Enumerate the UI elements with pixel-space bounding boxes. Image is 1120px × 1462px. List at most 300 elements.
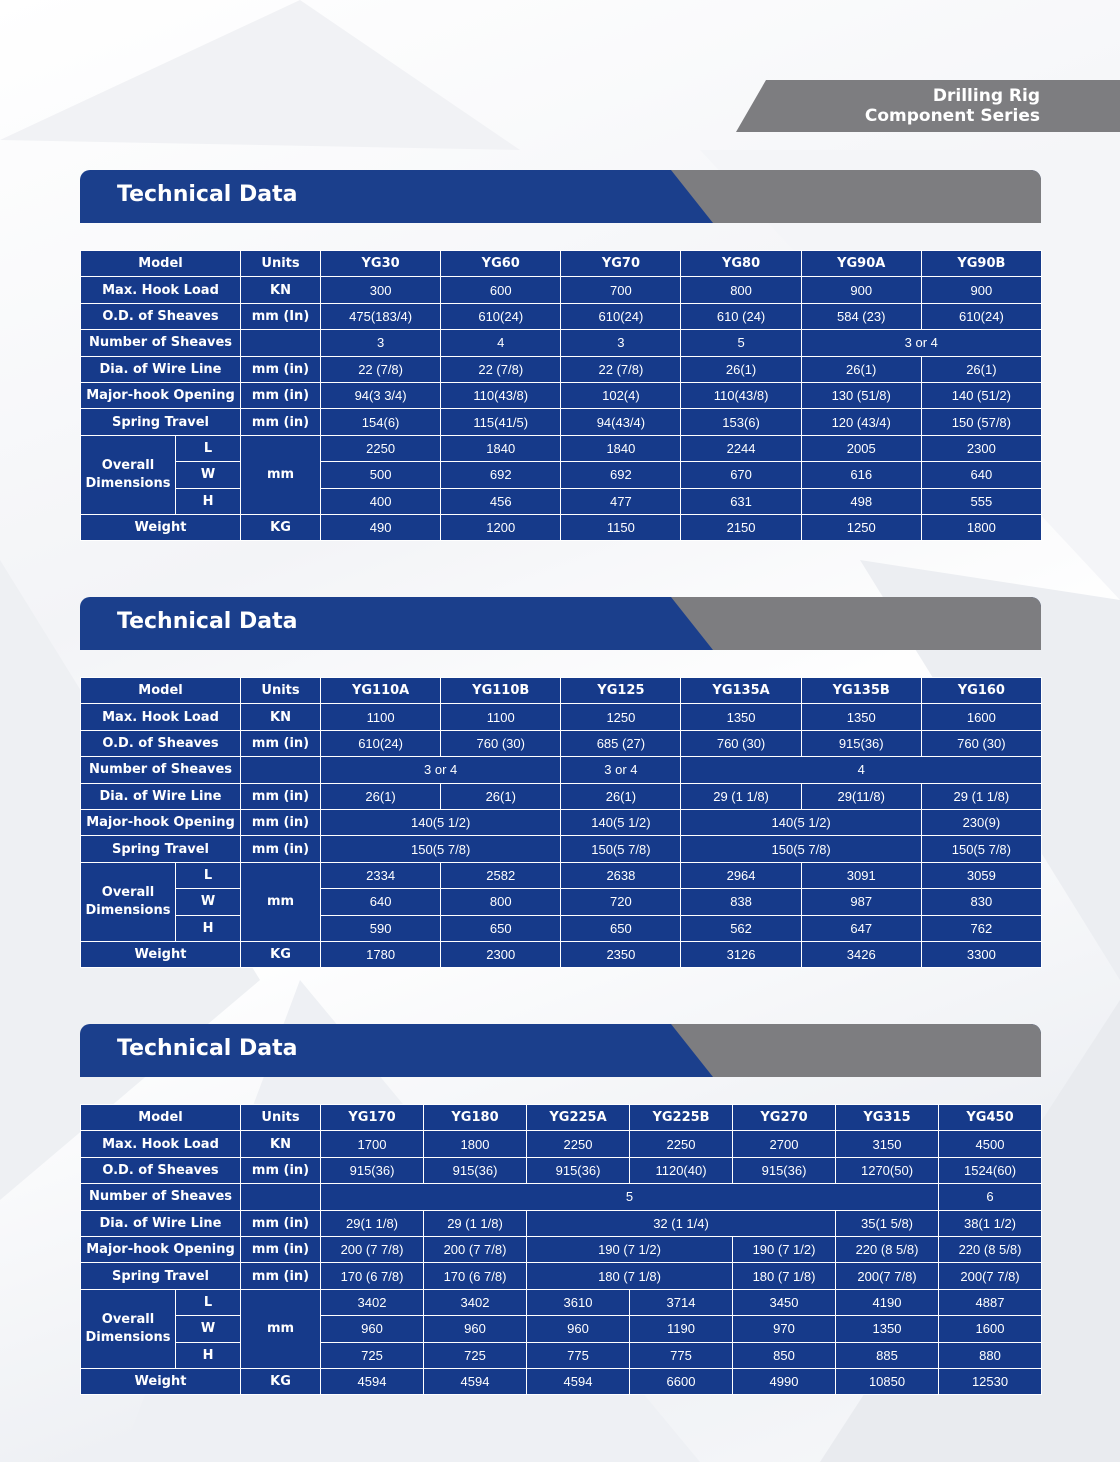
model-name: YG180	[424, 1105, 527, 1131]
dimension-w-cell: 692	[441, 462, 561, 488]
dia-wire-line-label: Dia. of Wire Line	[81, 1210, 241, 1236]
dimension-h-cell: 650	[561, 915, 681, 941]
max-hook-load-row	[81, 1131, 1042, 1157]
dimension-w-cell: 500	[321, 462, 441, 488]
max-hook-load-cell: 900	[921, 277, 1041, 303]
banner-grey-tab	[671, 597, 1041, 650]
dimension-w-cell: 720	[561, 889, 681, 915]
model-name: YG110B	[441, 678, 561, 704]
model-name: YG135B	[801, 678, 921, 704]
od-sheaves-cell: 760 (30)	[681, 730, 801, 756]
banner-grey-tab	[671, 170, 1041, 223]
max-hook-load-label: Max. Hook Load	[81, 277, 241, 303]
header-row	[81, 1105, 1042, 1131]
max-hook-load-label: Max. Hook Load	[81, 704, 241, 730]
dimension-h-cell: 590	[321, 915, 441, 941]
od-sheaves-cell: 610(24)	[561, 303, 681, 329]
model-header: Model	[81, 678, 241, 704]
od-sheaves-cell: 915(36)	[733, 1157, 836, 1183]
max-hook-load-cell: 4500	[939, 1131, 1042, 1157]
od-sheaves-cell: 1524(60)	[939, 1157, 1042, 1183]
spring-travel-cell: 150(5 7/8)	[681, 836, 921, 862]
dimension-l-cell: 4887	[939, 1289, 1042, 1315]
model-name: YG90A	[801, 251, 921, 277]
series-title-line2: Component Series	[864, 106, 1040, 126]
tech-section-2	[80, 597, 1041, 963]
major-hook-opening-units: mm (in)	[241, 382, 321, 408]
od-sheaves-units: mm (In)	[241, 303, 321, 329]
od-sheaves-label: O.D. of Sheaves	[81, 730, 241, 756]
weight-cell: 10850	[836, 1368, 939, 1394]
max-hook-load-cell: 300	[321, 277, 441, 303]
number-of-sheaves-cell: 3	[321, 330, 441, 356]
model-name: YG60	[441, 251, 561, 277]
model-name: YG450	[939, 1105, 1042, 1131]
dimension-l-cell: 1840	[441, 435, 561, 461]
number-of-sheaves-units	[241, 1184, 321, 1210]
section-title: Technical Data	[117, 609, 298, 634]
dimension-l-cell: 2638	[561, 862, 681, 888]
model-name: YG80	[681, 251, 801, 277]
dimension-l-cell: 3059	[921, 862, 1041, 888]
max-hook-load-cell: 3150	[836, 1131, 939, 1157]
dia-wire-line-label: Dia. of Wire Line	[81, 356, 241, 382]
dia-wire-line-cell: 22 (7/8)	[321, 356, 441, 382]
dimension-w-cell: 960	[321, 1316, 424, 1342]
dimension-l-cell: 3091	[801, 862, 921, 888]
dimension-w-row	[81, 889, 1042, 915]
number-of-sheaves-cell: 3 or 4	[321, 757, 561, 783]
dimension-h-label: H	[176, 915, 241, 941]
dimension-l-cell: 1840	[561, 435, 681, 461]
od-sheaves-cell: 915(36)	[321, 1157, 424, 1183]
spring-travel-units: mm (in)	[241, 409, 321, 435]
dia-wire-line-cell: 26(1)	[561, 783, 681, 809]
max-hook-load-cell: 1100	[441, 704, 561, 730]
number-of-sheaves-label: Number of Sheaves	[81, 757, 241, 783]
major-hook-opening-cell: 130 (51/8)	[801, 382, 921, 408]
number-of-sheaves-cell: 3 or 4	[801, 330, 1041, 356]
model-name: YG270	[733, 1105, 836, 1131]
max-hook-load-cell: 1100	[321, 704, 441, 730]
dimension-h-cell: 562	[681, 915, 801, 941]
dia-wire-line-row	[81, 356, 1042, 382]
weight-cell: 2300	[441, 941, 561, 967]
major-hook-opening-cell: 200 (7 7/8)	[321, 1236, 424, 1262]
number-of-sheaves-row	[81, 1184, 1042, 1210]
spring-travel-cell: 150(5 7/8)	[561, 836, 681, 862]
dimension-l-cell: 2250	[321, 435, 441, 461]
weight-cell: 4594	[527, 1368, 630, 1394]
dia-wire-line-cell: 29 (1 1/8)	[921, 783, 1041, 809]
major-hook-opening-cell: 140(5 1/2)	[321, 809, 561, 835]
dimension-w-cell: 1350	[836, 1316, 939, 1342]
weight-label: Weight	[81, 941, 241, 967]
weight-label: Weight	[81, 1368, 241, 1394]
od-sheaves-row	[81, 1157, 1042, 1183]
dimension-l-cell: 2244	[681, 435, 801, 461]
dimension-l-cell: 3402	[424, 1289, 527, 1315]
model-name: YG225A	[527, 1105, 630, 1131]
weight-units: KG	[241, 1368, 321, 1394]
weight-row	[81, 1368, 1042, 1394]
dimension-l-row	[81, 1289, 1042, 1315]
major-hook-opening-cell: 140(5 1/2)	[561, 809, 681, 835]
spring-travel-cell: 115(41/5)	[441, 409, 561, 435]
od-sheaves-cell: 610(24)	[921, 303, 1041, 329]
spring-travel-label: Spring Travel	[81, 409, 241, 435]
number-of-sheaves-label: Number of Sheaves	[81, 1184, 241, 1210]
major-hook-opening-cell: 110(43/8)	[681, 382, 801, 408]
model-name: YG110A	[321, 678, 441, 704]
major-hook-opening-units: mm (in)	[241, 809, 321, 835]
spring-travel-cell: 200(7 7/8)	[836, 1263, 939, 1289]
od-sheaves-cell: 610 (24)	[681, 303, 801, 329]
dimensions-label: Dimensions	[85, 902, 171, 918]
od-sheaves-cell: 1270(50)	[836, 1157, 939, 1183]
dia-wire-line-cell: 26(1)	[801, 356, 921, 382]
weight-cell: 1800	[921, 514, 1041, 540]
max-hook-load-units: KN	[241, 1131, 321, 1157]
spring-travel-row	[81, 1263, 1042, 1289]
dimension-h-label: H	[176, 488, 241, 514]
spring-travel-cell: 94(43/4)	[561, 409, 681, 435]
spring-travel-cell: 150(5 7/8)	[921, 836, 1041, 862]
dimension-w-cell: 960	[527, 1316, 630, 1342]
dimension-h-cell: 555	[921, 488, 1041, 514]
dimension-l-cell: 3610	[527, 1289, 630, 1315]
overall-dimensions-label	[81, 1289, 176, 1368]
major-hook-opening-label: Major-hook Opening	[81, 809, 241, 835]
od-sheaves-cell: 760 (30)	[921, 730, 1041, 756]
dimension-w-cell: 616	[801, 462, 921, 488]
dimension-h-cell: 725	[424, 1342, 527, 1368]
dimension-h-cell: 647	[801, 915, 921, 941]
dia-wire-line-row	[81, 1210, 1042, 1236]
number-of-sheaves-units	[241, 757, 321, 783]
units-header: Units	[241, 1105, 321, 1131]
dimension-l-cell: 3450	[733, 1289, 836, 1315]
spring-travel-cell: 200(7 7/8)	[939, 1263, 1042, 1289]
dia-wire-line-units: mm (in)	[241, 783, 321, 809]
spring-travel-cell: 150 (57/8)	[921, 409, 1041, 435]
dia-wire-line-cell: 22 (7/8)	[561, 356, 681, 382]
dimension-w-cell: 838	[681, 889, 801, 915]
weight-cell: 3426	[801, 941, 921, 967]
section-title: Technical Data	[117, 182, 298, 207]
model-name: YG315	[836, 1105, 939, 1131]
spec-table	[80, 1104, 1042, 1395]
weight-units: KG	[241, 514, 321, 540]
max-hook-load-cell: 1350	[681, 704, 801, 730]
weight-cell: 12530	[939, 1368, 1042, 1394]
dia-wire-line-units: mm (in)	[241, 356, 321, 382]
dimension-h-row	[81, 1342, 1042, 1368]
dimension-h-cell: 762	[921, 915, 1041, 941]
dimensions-label: Dimensions	[85, 475, 171, 491]
spring-travel-cell: 180 (7 1/8)	[527, 1263, 733, 1289]
weight-cell: 1780	[321, 941, 441, 967]
model-header: Model	[81, 251, 241, 277]
dimension-l-cell: 2334	[321, 862, 441, 888]
max-hook-load-row	[81, 704, 1042, 730]
max-hook-load-row	[81, 277, 1042, 303]
max-hook-load-cell: 800	[681, 277, 801, 303]
spring-travel-cell: 180 (7 1/8)	[733, 1263, 836, 1289]
od-sheaves-cell: 584 (23)	[801, 303, 921, 329]
number-of-sheaves-cell: 3 or 4	[561, 757, 681, 783]
spec-table	[80, 677, 1042, 968]
dimension-h-cell: 775	[630, 1342, 733, 1368]
header-row	[81, 678, 1042, 704]
dimension-w-cell: 830	[921, 889, 1041, 915]
major-hook-opening-cell: 190 (7 1/2)	[527, 1236, 733, 1262]
number-of-sheaves-cell: 6	[939, 1184, 1042, 1210]
spring-travel-cell: 120 (43/4)	[801, 409, 921, 435]
overall-label: Overall	[101, 1311, 155, 1327]
od-sheaves-row	[81, 303, 1042, 329]
tech-section-1	[80, 170, 1041, 536]
dia-wire-line-cell: 29(11/8)	[801, 783, 921, 809]
spec-table	[80, 250, 1042, 541]
dia-wire-line-cell: 22 (7/8)	[441, 356, 561, 382]
dia-wire-line-units: mm (in)	[241, 1210, 321, 1236]
dimension-l-label: L	[176, 862, 241, 888]
series-title	[865, 86, 1040, 126]
weight-cell: 4990	[733, 1368, 836, 1394]
od-sheaves-cell: 1120(40)	[630, 1157, 733, 1183]
model-name: YG170	[321, 1105, 424, 1131]
model-name: YG90B	[921, 251, 1041, 277]
od-sheaves-cell: 915(36)	[527, 1157, 630, 1183]
weight-units: KG	[241, 941, 321, 967]
dimension-w-cell: 1600	[939, 1316, 1042, 1342]
model-name: YG160	[921, 678, 1041, 704]
number-of-sheaves-cell: 4	[681, 757, 1041, 783]
weight-cell: 3126	[681, 941, 801, 967]
model-name: YG225B	[630, 1105, 733, 1131]
number-of-sheaves-row	[81, 757, 1042, 783]
dimension-w-cell: 987	[801, 889, 921, 915]
dimensions-units: mm	[241, 862, 321, 941]
number-of-sheaves-cell: 5	[681, 330, 801, 356]
spring-travel-row	[81, 836, 1042, 862]
model-name: YG135A	[681, 678, 801, 704]
dimension-l-label: L	[176, 1289, 241, 1315]
max-hook-load-cell: 600	[441, 277, 561, 303]
units-header: Units	[241, 678, 321, 704]
dimension-w-cell: 692	[561, 462, 681, 488]
dimension-h-label: H	[176, 1342, 241, 1368]
dimensions-label: Dimensions	[85, 1329, 171, 1345]
dimension-w-cell: 640	[921, 462, 1041, 488]
max-hook-load-cell: 1800	[424, 1131, 527, 1157]
dimension-l-label: L	[176, 435, 241, 461]
max-hook-load-cell: 2250	[630, 1131, 733, 1157]
major-hook-opening-cell: 140 (51/2)	[921, 382, 1041, 408]
dimension-w-cell: 970	[733, 1316, 836, 1342]
dimension-h-cell: 885	[836, 1342, 939, 1368]
weight-cell: 1250	[801, 514, 921, 540]
major-hook-opening-cell: 94(3 3/4)	[321, 382, 441, 408]
dimension-l-cell: 2005	[801, 435, 921, 461]
dimension-h-cell: 775	[527, 1342, 630, 1368]
dimension-h-cell: 400	[321, 488, 441, 514]
dia-wire-line-label: Dia. of Wire Line	[81, 783, 241, 809]
max-hook-load-cell: 1250	[561, 704, 681, 730]
spring-travel-cell: 154(6)	[321, 409, 441, 435]
spring-travel-cell: 170 (6 7/8)	[424, 1263, 527, 1289]
dimension-w-label: W	[176, 462, 241, 488]
spring-travel-label: Spring Travel	[81, 836, 241, 862]
dimension-h-cell: 477	[561, 488, 681, 514]
banner-grey-tab	[671, 1024, 1041, 1077]
weight-cell: 4594	[321, 1368, 424, 1394]
dimension-l-cell: 2300	[921, 435, 1041, 461]
weight-cell: 1150	[561, 514, 681, 540]
od-sheaves-cell: 915(36)	[424, 1157, 527, 1183]
weight-cell: 4594	[424, 1368, 527, 1394]
od-sheaves-cell: 610(24)	[321, 730, 441, 756]
dia-wire-line-row	[81, 783, 1042, 809]
major-hook-opening-cell: 230(9)	[921, 809, 1041, 835]
dia-wire-line-cell: 29 (1 1/8)	[681, 783, 801, 809]
overall-label: Overall	[101, 457, 155, 473]
dimension-h-row	[81, 915, 1042, 941]
max-hook-load-cell: 900	[801, 277, 921, 303]
od-sheaves-units: mm (in)	[241, 730, 321, 756]
dimension-w-row	[81, 462, 1042, 488]
major-hook-opening-row	[81, 382, 1042, 408]
dimension-w-label: W	[176, 1316, 241, 1342]
dimension-w-cell: 640	[321, 889, 441, 915]
od-sheaves-cell: 475(183/4)	[321, 303, 441, 329]
number-of-sheaves-units	[241, 330, 321, 356]
dimension-l-cell: 3402	[321, 1289, 424, 1315]
major-hook-opening-cell: 140(5 1/2)	[681, 809, 921, 835]
section-banner	[80, 1024, 1041, 1077]
major-hook-opening-cell: 220 (8 5/8)	[939, 1236, 1042, 1262]
dimension-h-cell: 631	[681, 488, 801, 514]
dia-wire-line-cell: 26(1)	[321, 783, 441, 809]
weight-cell: 2350	[561, 941, 681, 967]
max-hook-load-units: KN	[241, 277, 321, 303]
spring-travel-units: mm (in)	[241, 1263, 321, 1289]
number-of-sheaves-cell: 4	[441, 330, 561, 356]
dimension-w-cell: 960	[424, 1316, 527, 1342]
weight-cell: 6600	[630, 1368, 733, 1394]
major-hook-opening-label: Major-hook Opening	[81, 382, 241, 408]
weight-label: Weight	[81, 514, 241, 540]
spring-travel-cell: 153(6)	[681, 409, 801, 435]
header-row	[81, 251, 1042, 277]
major-hook-opening-cell: 190 (7 1/2)	[733, 1236, 836, 1262]
max-hook-load-cell: 2250	[527, 1131, 630, 1157]
dimension-w-cell: 800	[441, 889, 561, 915]
overall-label: Overall	[101, 884, 155, 900]
od-sheaves-label: O.D. of Sheaves	[81, 303, 241, 329]
model-name: YG125	[561, 678, 681, 704]
od-sheaves-cell: 760 (30)	[441, 730, 561, 756]
dimension-l-row	[81, 862, 1042, 888]
major-hook-opening-cell: 102(4)	[561, 382, 681, 408]
od-sheaves-cell: 915(36)	[801, 730, 921, 756]
overall-dimensions-label	[81, 862, 176, 941]
dimension-l-cell: 2582	[441, 862, 561, 888]
major-hook-opening-units: mm (in)	[241, 1236, 321, 1262]
weight-cell: 3300	[921, 941, 1041, 967]
dimension-l-cell: 4190	[836, 1289, 939, 1315]
max-hook-load-cell: 1350	[801, 704, 921, 730]
model-name: YG30	[321, 251, 441, 277]
dimension-l-cell: 2964	[681, 862, 801, 888]
dimension-w-row	[81, 1316, 1042, 1342]
weight-row	[81, 514, 1042, 540]
dia-wire-line-cell: 26(1)	[441, 783, 561, 809]
dia-wire-line-cell: 29 (1 1/8)	[424, 1210, 527, 1236]
dimension-h-row	[81, 488, 1042, 514]
spring-travel-row	[81, 409, 1042, 435]
dimension-h-cell: 850	[733, 1342, 836, 1368]
max-hook-load-cell: 1700	[321, 1131, 424, 1157]
weight-cell: 2150	[681, 514, 801, 540]
weight-cell: 490	[321, 514, 441, 540]
dimension-h-cell: 498	[801, 488, 921, 514]
dimension-w-cell: 1190	[630, 1316, 733, 1342]
dia-wire-line-cell: 26(1)	[681, 356, 801, 382]
dimension-h-cell: 725	[321, 1342, 424, 1368]
major-hook-opening-label: Major-hook Opening	[81, 1236, 241, 1262]
model-header: Model	[81, 1105, 241, 1131]
number-of-sheaves-row	[81, 330, 1042, 356]
dimension-w-cell: 670	[681, 462, 801, 488]
max-hook-load-cell: 2700	[733, 1131, 836, 1157]
weight-row	[81, 941, 1042, 967]
model-name: YG70	[561, 251, 681, 277]
max-hook-load-label: Max. Hook Load	[81, 1131, 241, 1157]
weight-cell: 1200	[441, 514, 561, 540]
overall-dimensions-label	[81, 435, 176, 514]
spring-travel-units: mm (in)	[241, 836, 321, 862]
dia-wire-line-cell: 35(1 5/8)	[836, 1210, 939, 1236]
spring-travel-cell: 170 (6 7/8)	[321, 1263, 424, 1289]
od-sheaves-label: O.D. of Sheaves	[81, 1157, 241, 1183]
max-hook-load-units: KN	[241, 704, 321, 730]
dimension-l-row	[81, 435, 1042, 461]
major-hook-opening-row	[81, 1236, 1042, 1262]
units-header: Units	[241, 251, 321, 277]
od-sheaves-units: mm (in)	[241, 1157, 321, 1183]
od-sheaves-row	[81, 730, 1042, 756]
dia-wire-line-cell: 32 (1 1/4)	[527, 1210, 836, 1236]
section-banner	[80, 597, 1041, 650]
max-hook-load-cell: 700	[561, 277, 681, 303]
major-hook-opening-row	[81, 809, 1042, 835]
spring-travel-label: Spring Travel	[81, 1263, 241, 1289]
major-hook-opening-cell: 200 (7 7/8)	[424, 1236, 527, 1262]
number-of-sheaves-label: Number of Sheaves	[81, 330, 241, 356]
dimensions-units: mm	[241, 1289, 321, 1368]
dimension-w-label: W	[176, 889, 241, 915]
tech-section-3	[80, 1024, 1041, 1390]
number-of-sheaves-cell: 5	[321, 1184, 939, 1210]
number-of-sheaves-cell: 3	[561, 330, 681, 356]
section-title: Technical Data	[117, 1036, 298, 1061]
dia-wire-line-cell: 26(1)	[921, 356, 1041, 382]
od-sheaves-cell: 610(24)	[441, 303, 561, 329]
dimensions-units: mm	[241, 435, 321, 514]
max-hook-load-cell: 1600	[921, 704, 1041, 730]
